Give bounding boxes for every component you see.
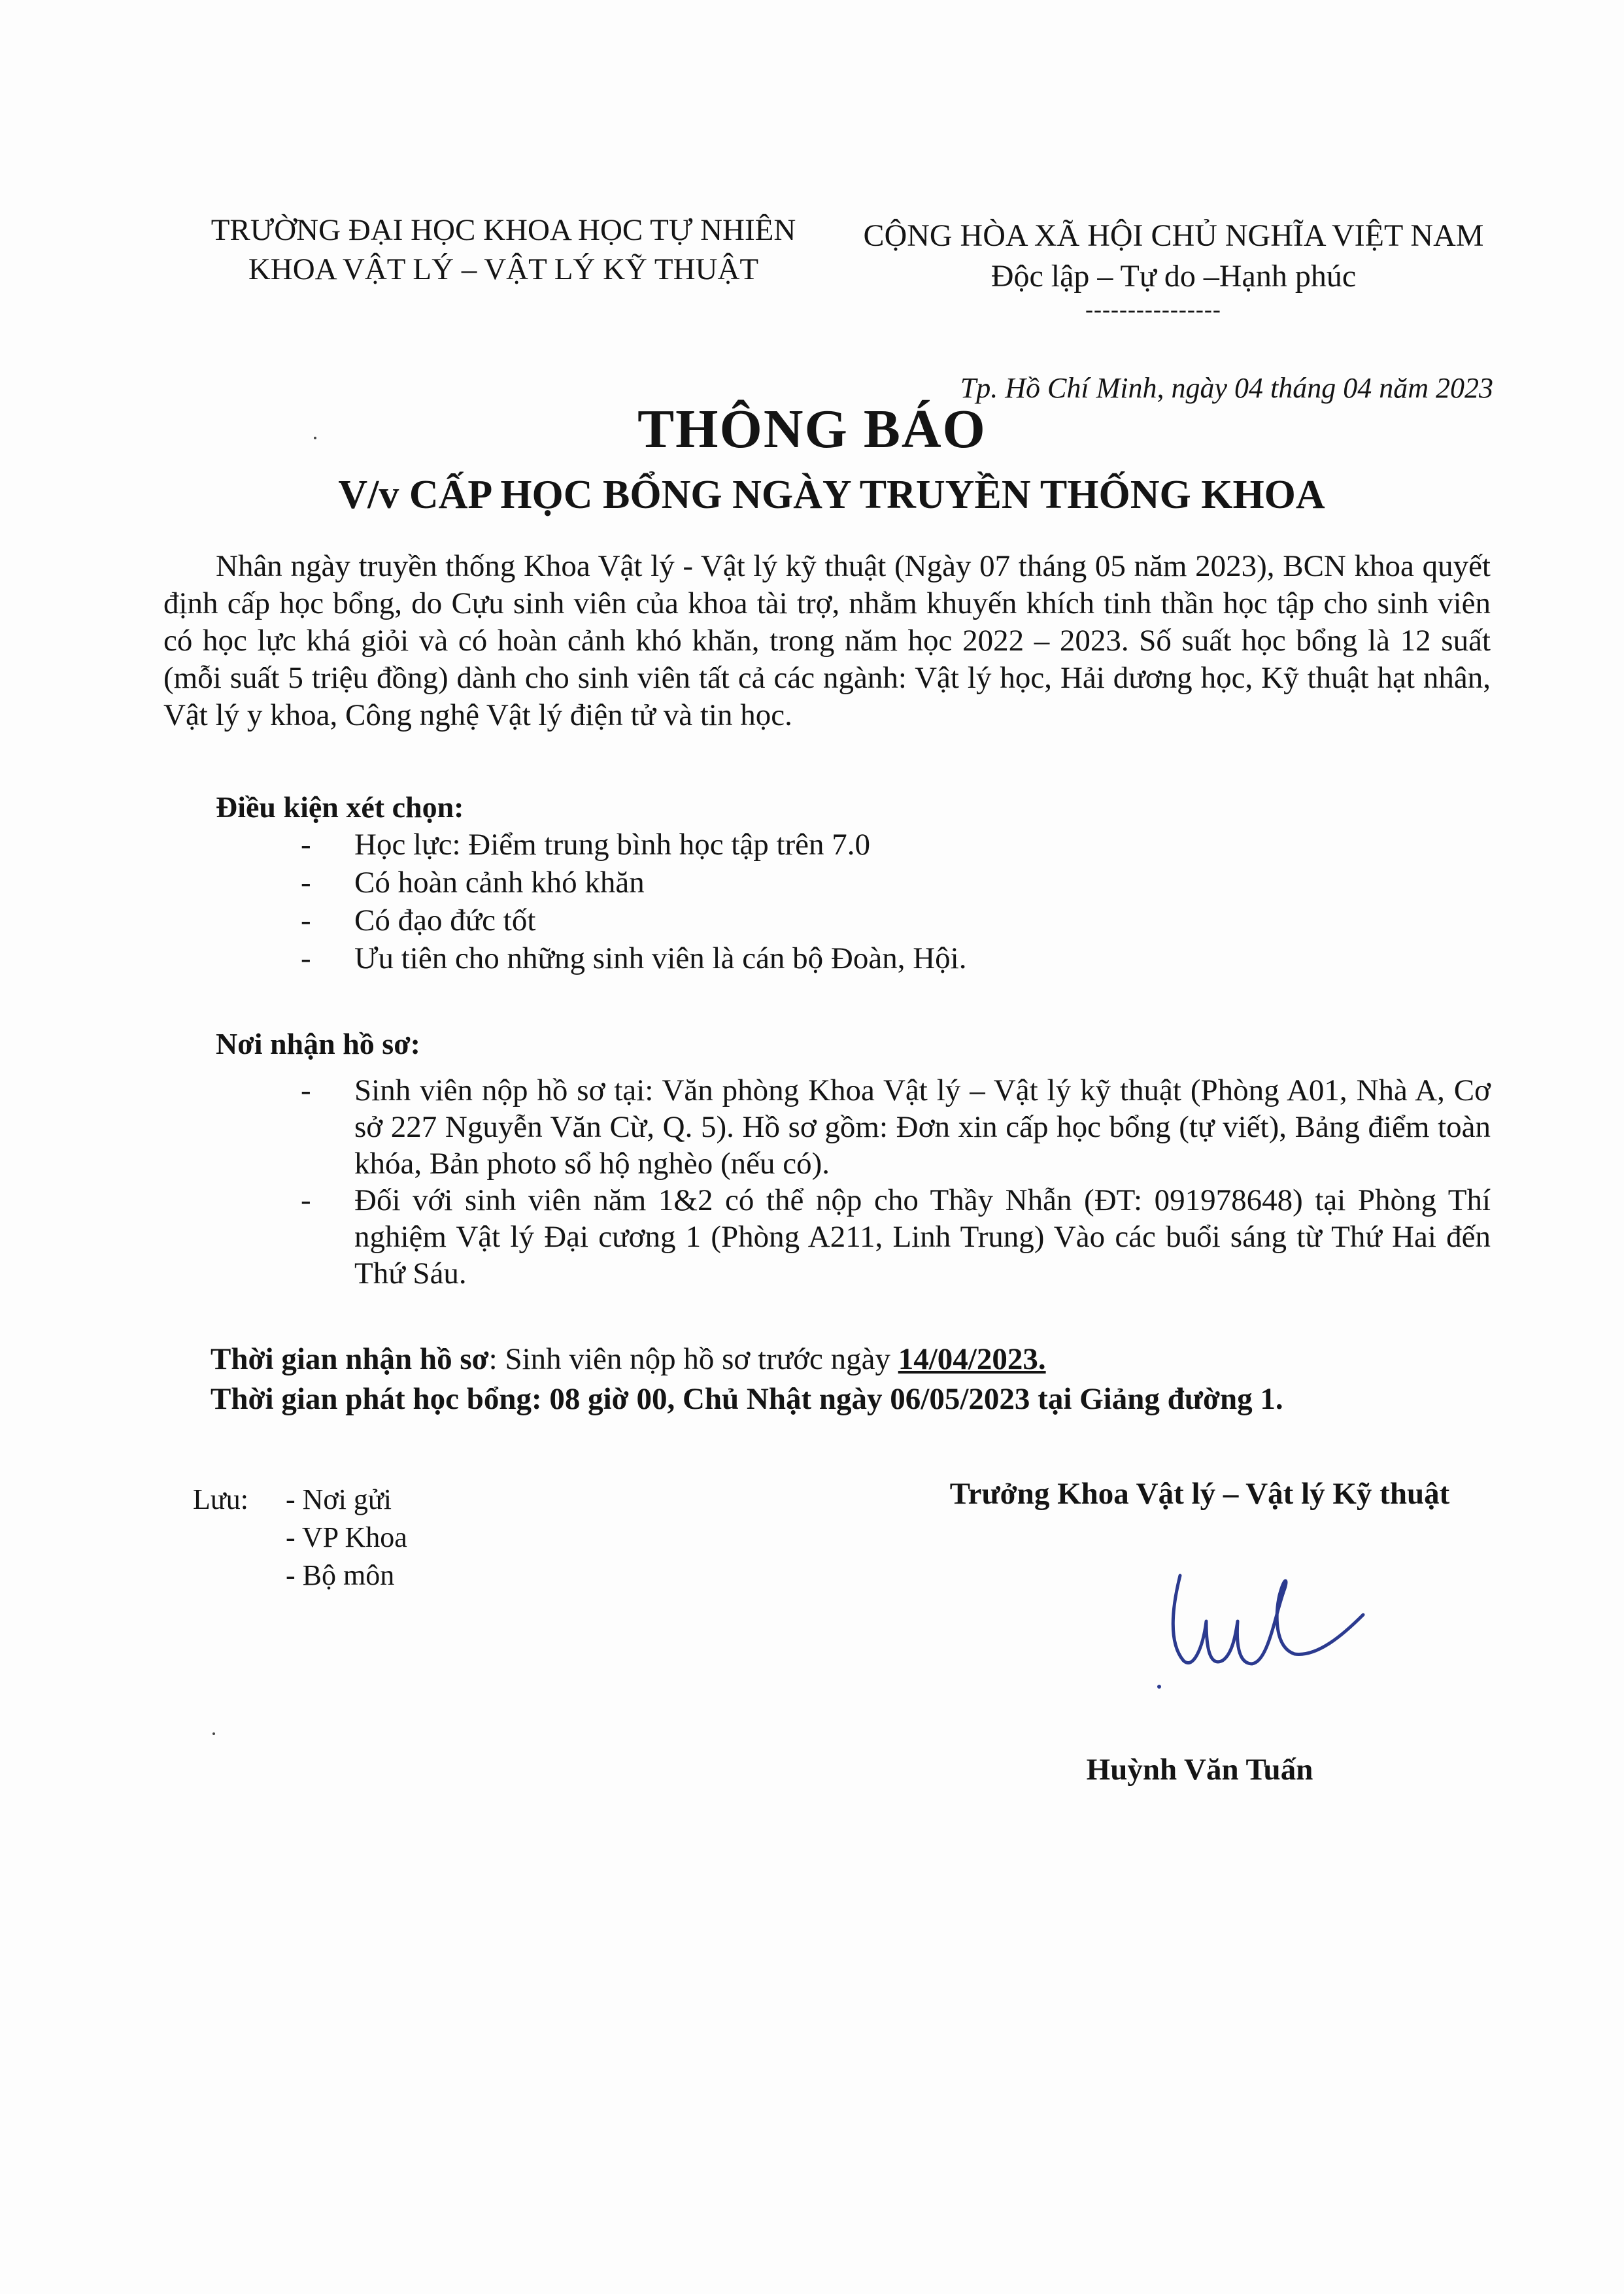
list-item: - Có đạo đức tốt (301, 902, 1478, 939)
scan-speck (212, 1732, 215, 1735)
archive-item: - VP Khoa (286, 1521, 407, 1553)
list-item: - Ưu tiên cho những sinh viên là cán bộ Đoàn, Hội. (301, 940, 1478, 977)
award-line: Thời gian phát học bổng: 08 giờ 00, Chủ Nhật ngày 06/05/2023 tại Giảng đường 1. (211, 1382, 1283, 1416)
deadline-date: 14/04/2023. (898, 1342, 1046, 1376)
signer-title: Trưởng Khoa Vật lý – Vật lý Kỹ thuật (949, 1477, 1450, 1511)
header-separator: ---------------- (1085, 296, 1221, 322)
date-line: Tp. Hồ Chí Minh, ngày 04 tháng 04 năm 2023 (960, 372, 1493, 404)
conditions-heading: Điều kiện xét chọn: (216, 790, 464, 824)
list-item: - Đối với sinh viên năm 1&2 có thể nộp cho Thầy Nhẫn (ĐT: 091978648) tại Phòng Thí nghiệm Vật lý Đại cương 1 (Phòng A211, Linh Trung) Vào các buổi sáng từ Thứ Hai đến Thứ Sáu. (301, 1182, 1491, 1292)
faculty-name: KHOA VẬT LÝ – VẬT LÝ KỸ THUẬT (248, 252, 759, 286)
deadline-label: Thời gian nhận hồ sơ (211, 1342, 489, 1376)
country-name: CỘNG HÒA XÃ HỘI CHỦ NGHĨA VIỆT NAM (863, 218, 1484, 253)
document-title: THÔNG BÁO (637, 399, 987, 460)
deadline-line (211, 1341, 1046, 1377)
national-header (850, 216, 1497, 297)
national-motto: Độc lập – Tự do –Hạnh phúc (990, 259, 1357, 294)
receiving-heading: Nơi nhận hồ sơ: (216, 1027, 420, 1060)
signature-image (1154, 1549, 1370, 1700)
document-subtitle: V/v CẤP HỌC BỔNG NGÀY TRUYỀN THỐNG KHOA (338, 473, 1325, 517)
list-item: - Học lực: Điểm trung bình học tập trên 7.0 (301, 826, 1478, 863)
school-header (196, 211, 811, 289)
archive-label: Lưu: (193, 1483, 248, 1515)
signer-name: Huỳnh Văn Tuấn (1086, 1753, 1313, 1787)
intro-paragraph: Nhân ngày truyền thống Khoa Vật lý - Vật lý kỹ thuật (Ngày 07 tháng 05 năm 2023), BCN khoa quyết định cấp học bổng, do Cựu sinh viên của khoa tài trợ, nhằm khuyến khích tinh thần học tập cho sinh viên có học lực khá giỏi và có hoàn cảnh khó khăn, trong năm học 2022 – 2023. Số suất học bổng là 12 suất (mỗi suất 5 triệu đồng) dành cho sinh viên tất cả các ngành: Vật lý học, Hải dương học, Kỹ thuật hạt nhân, Vật lý y khoa, Công nghệ Vật lý điện tử và tin học. (163, 549, 1491, 732)
scan-speck (314, 437, 316, 439)
list-item: - Sinh viên nộp hồ sơ tại: Văn phòng Khoa Vật lý – Vật lý kỹ thuật (Phòng A01, Nhà A, Cơ sở 227 Nguyễn Văn Cừ, Q. 5). Hồ sơ gồm: Đơn xin cấp học bổng (tự viết), Bảng điểm toàn khóa, Bản photo sổ hộ nghèo (nếu có). (301, 1072, 1491, 1182)
archive-block (193, 1481, 407, 1591)
list-item: - Có hoàn cảnh khó khăn (301, 864, 1478, 901)
university-name: TRƯỜNG ĐẠI HỌC KHOA HỌC TỰ NHIÊN (211, 213, 796, 247)
deadline-text: : Sinh viên nộp hồ sơ trước ngày (488, 1342, 898, 1376)
conditions-list (301, 826, 1478, 978)
receiving-list (301, 1072, 1491, 1292)
archive-item: - Nơi gửi (286, 1483, 392, 1515)
archive-item: - Bộ môn (286, 1559, 395, 1591)
